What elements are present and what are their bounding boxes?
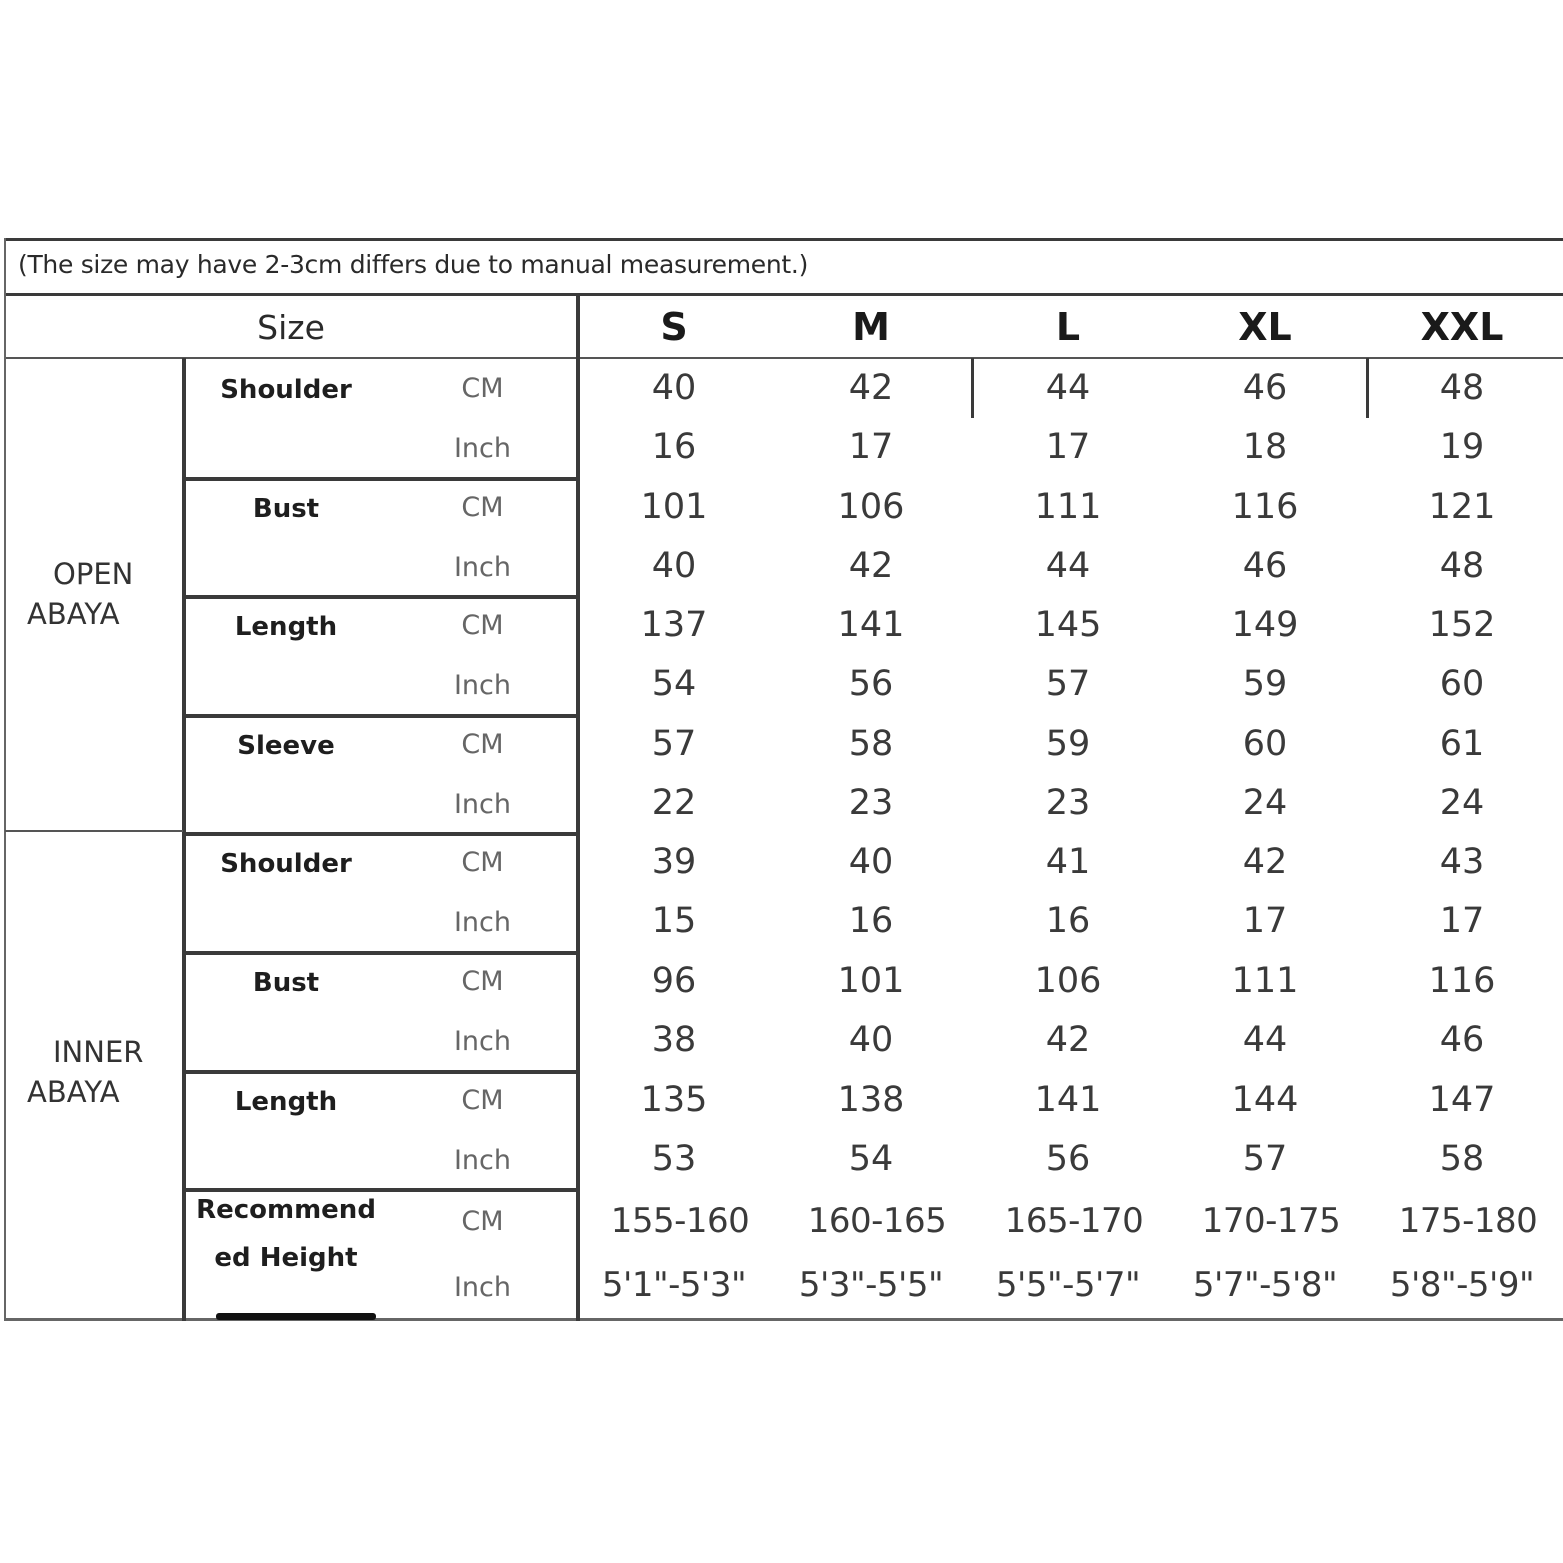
group-label-line1: OPEN [53,557,134,591]
measurement-label: Length [234,1086,338,1117]
value-inch-m: 16 [848,901,894,942]
group-inner-abaya [5,832,183,1312]
value-cm-s: 135 [640,1079,708,1120]
size-header: Size [257,307,325,347]
measurement-label: Shoulder [220,849,352,880]
table-top-border [5,238,1563,241]
height-cm-xl: 170-175 [1201,1201,1341,1242]
group-label-line2: ABAYA [27,597,120,631]
value-inch-xl: 44 [1242,1020,1288,1060]
value-cm-m: 58 [848,723,894,764]
value-inch-xl: 57 [1242,1138,1288,1179]
value-inch-l: 23 [1045,782,1091,823]
value-inch-l: 44 [1045,545,1091,586]
value-cm-xxl: 147 [1428,1079,1496,1120]
value-inch-m: 23 [848,782,894,823]
group-open-abaya [5,358,183,830]
measurement-label: Bust [252,968,320,998]
height-cm-m: 160-165 [807,1201,947,1242]
value-inch-l: 57 [1045,664,1091,705]
unit-inch: Inch [453,433,512,464]
value-cm-l: 106 [1034,961,1102,1001]
value-cm-l: 44 [1045,368,1091,408]
height-label-line2: ed Height [214,1243,358,1274]
row-separator [186,595,578,599]
height-inch-s: 5'1"-5'3" [601,1265,747,1306]
value-cm-s: 96 [651,961,697,1001]
value-cm-s: 39 [651,842,697,883]
value-inch-xxl: 46 [1439,1020,1485,1060]
value-inch-xxl: 58 [1439,1138,1485,1179]
height-inch-xxl: 5'8"-5'9" [1389,1265,1535,1306]
unit-inch: Inch [453,1272,512,1304]
value-cm-xxl: 48 [1439,368,1485,408]
value-inch-xxl: 24 [1439,782,1485,823]
value-inch-m: 56 [848,664,894,705]
group-label-line1: INNER [53,1035,144,1069]
unit-inch: Inch [453,907,512,939]
measurement-label: Sleeve [237,730,335,761]
unit-cm: CM [461,491,504,523]
unit-cm: CM [461,1206,504,1238]
unit-cm: CM [461,728,504,760]
value-inch-s: 40 [651,545,697,586]
bottom-black-mark [216,1313,376,1320]
size-header-m: M [852,305,890,349]
height-cm-l: 165-170 [1004,1201,1144,1242]
row-separator [186,1070,578,1074]
value-inch-l: 42 [1045,1020,1091,1060]
row-separator [186,714,578,718]
value-cm-xxl: 116 [1428,961,1496,1001]
value-cm-xxl: 61 [1439,723,1485,764]
value-inch-s: 22 [651,782,697,823]
value-inch-m: 40 [848,1020,894,1060]
height-inch-l: 5'5"-5'7" [995,1265,1141,1306]
unit-cm: CM [461,610,504,642]
unit-cm: CM [461,373,504,404]
size-header-xxl: XXL [1420,305,1504,349]
value-cm-s: 137 [640,605,708,646]
value-cm-xl: 144 [1231,1079,1299,1120]
value-cm-xl: 111 [1231,961,1299,1001]
row-separator [186,477,578,481]
unit-inch: Inch [453,788,512,820]
unit-inch: Inch [453,1144,512,1176]
measurement-label: Bust [252,493,320,524]
value-inch-s: 54 [651,664,697,705]
value-inch-xl: 59 [1242,664,1288,705]
unit-cm: CM [461,1084,504,1116]
height-label-line1: Recommend [196,1195,376,1226]
value-cm-l: 145 [1034,605,1102,646]
value-inch-l: 56 [1045,1138,1091,1179]
value-inch-xl: 24 [1242,782,1288,823]
value-cm-s: 57 [651,723,697,764]
value-inch-l: 16 [1045,901,1091,942]
value-inch-xl: 46 [1242,545,1288,586]
unit-cm: CM [461,966,504,997]
value-cm-xl: 116 [1231,486,1299,527]
value-inch-s: 53 [651,1138,697,1179]
value-cm-l: 111 [1034,486,1102,527]
value-inch-m: 54 [848,1138,894,1179]
value-inch-xxl: 17 [1439,901,1485,942]
measurement-note: (The size may have 2-3cm differs due to manual measurement.) [18,250,809,279]
value-cm-s: 101 [640,486,708,527]
value-inch-xxl: 19 [1439,427,1485,467]
value-cm-xxl: 121 [1428,486,1496,527]
value-cm-m: 101 [837,961,905,1001]
value-inch-s: 38 [651,1020,697,1060]
value-cm-l: 141 [1034,1079,1102,1120]
measurement-label: Length [234,612,338,643]
size-header-s: S [660,305,688,349]
height-inch-m: 5'3"-5'5" [798,1265,944,1306]
value-inch-xxl: 60 [1439,664,1485,705]
height-cm-xxl: 175-180 [1398,1201,1538,1242]
size-header-xl: XL [1238,305,1292,349]
value-cm-xl: 46 [1242,368,1288,408]
value-cm-m: 141 [837,605,905,646]
value-inch-xl: 17 [1242,901,1288,942]
value-cm-xl: 149 [1231,605,1299,646]
row-separator [186,832,578,836]
height-inch-xl: 5'7"-5'8" [1192,1265,1338,1306]
value-cm-m: 42 [848,368,894,408]
value-cm-m: 106 [837,486,905,527]
value-cm-l: 59 [1045,723,1091,764]
measurement-label: Shoulder [220,375,352,405]
unit-cm: CM [461,847,504,879]
unit-inch: Inch [453,1026,512,1057]
unit-inch: Inch [453,551,512,583]
value-cm-xl: 60 [1242,723,1288,764]
row-separator [186,1188,578,1192]
value-inch-xxl: 48 [1439,545,1485,586]
value-cm-s: 40 [651,368,697,408]
value-cm-xl: 42 [1242,842,1288,883]
row-separator [186,951,578,955]
value-cm-m: 138 [837,1079,905,1120]
height-cm-s: 155-160 [610,1201,750,1242]
value-inch-m: 42 [848,545,894,586]
value-cm-l: 41 [1045,842,1091,883]
value-cm-m: 40 [848,842,894,883]
value-cm-xxl: 43 [1439,842,1485,883]
group-label-line2: ABAYA [27,1075,120,1109]
value-inch-s: 16 [651,427,697,467]
size-header-l: L [1055,305,1081,349]
value-cm-xxl: 152 [1428,605,1496,646]
value-inch-xl: 18 [1242,427,1288,467]
value-inch-s: 15 [651,901,697,942]
value-inch-m: 17 [848,427,894,467]
value-inch-l: 17 [1045,427,1091,467]
unit-inch: Inch [453,670,512,702]
